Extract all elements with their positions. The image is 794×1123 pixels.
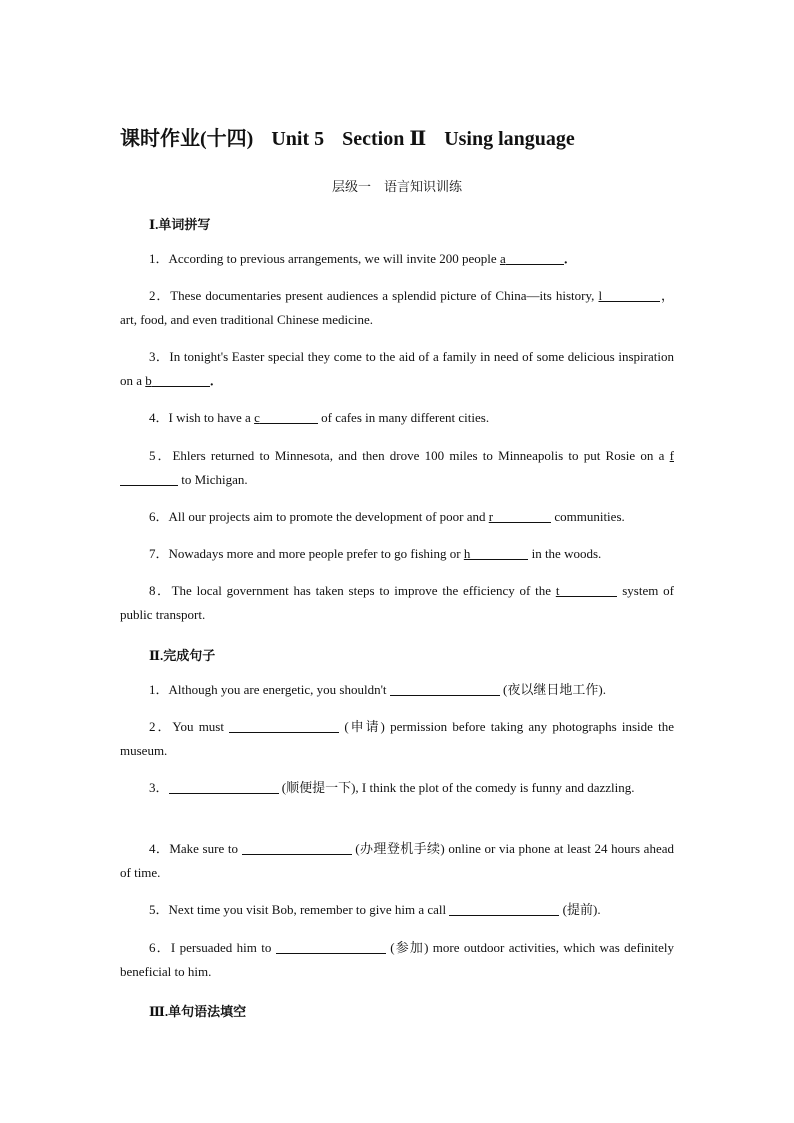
spelling-item-2: 2．These documentaries present audiences a splendid picture of China—its history, l ， art, food, and even traditional Chinese medicine. <box>120 288 674 327</box>
spelling-item-7: 7．Nowadays more and more people prefer to go fishing or h in the woods. <box>149 546 602 561</box>
spelling-item-4: 4．I wish to have a c of cafes in many different cities. <box>149 410 490 425</box>
spelling-item-8: 8．The local government has taken steps to improve the efficiency of the t system of public transport. <box>120 583 674 622</box>
translation-item-4: 4．Make sure to (办理登机手续) online or via phone at least 24 hours ahead of time. <box>120 841 674 880</box>
title-topic: Using language <box>444 128 575 150</box>
answer-blank[interactable] <box>229 718 339 733</box>
spelling-item-5: 5．Ehlers returned to Minnesota, and then drove 100 miles to Minneapolis to put Rosie on a f to Michigan. <box>120 444 674 492</box>
spelling-item-1: 1．According to previous arrangements, we will invite 200 people a ． <box>149 251 577 266</box>
answer-blank[interactable]: r <box>489 509 551 524</box>
answer-blank[interactable] <box>169 779 279 794</box>
answer-blank[interactable]: f <box>120 448 674 487</box>
page-title <box>120 122 680 151</box>
spelling-item-3: 3．In tonight's Easter special they come to the aid of a family in need of some delicious inspiration on a b ． <box>120 349 674 388</box>
answer-blank[interactable] <box>390 681 500 696</box>
answer-blank[interactable]: b <box>145 373 210 388</box>
section-3-heading: Ⅲ.单句语法填空 <box>149 1004 247 1019</box>
spelling-item-6: 6．All our projects aim to promote the development of poor and r communities. <box>149 509 625 524</box>
translation-item-1: 1．Although you are energetic, you shouldn't (夜以继日地工作). <box>149 682 606 697</box>
section-2-heading: Ⅱ.完成句子 <box>149 648 216 663</box>
answer-blank[interactable]: a <box>500 251 564 266</box>
answer-blank[interactable]: t <box>556 583 618 598</box>
level-subtitle: 层级一 语言知识训练 <box>331 179 462 194</box>
title-unit: Unit 5 <box>271 128 325 150</box>
title-chinese: 课时作业(十四) <box>120 128 254 150</box>
answer-blank[interactable] <box>449 901 559 916</box>
answer-blank[interactable] <box>276 939 386 954</box>
answer-blank[interactable] <box>242 840 352 855</box>
translation-item-2: 2．You must (申请) permission before taking any photographs inside the museum. <box>120 719 674 758</box>
answer-blank[interactable]: c <box>254 410 318 425</box>
title-section: Section Ⅱ <box>342 128 427 150</box>
section-1-heading: Ⅰ.单词拼写 <box>149 217 211 232</box>
answer-blank[interactable]: l <box>599 288 661 303</box>
translation-item-5: 5．Next time you visit Bob, remember to give him a call (提前). <box>149 902 601 917</box>
answer-blank[interactable]: h <box>464 546 529 561</box>
translation-item-6: 6．I persuaded him to (参加) more outdoor activities, which was definitely beneficial to him. <box>120 940 674 979</box>
translation-item-3: 3． (顺便提一下), I think the plot of the comedy is funny and dazzling. <box>149 780 635 795</box>
